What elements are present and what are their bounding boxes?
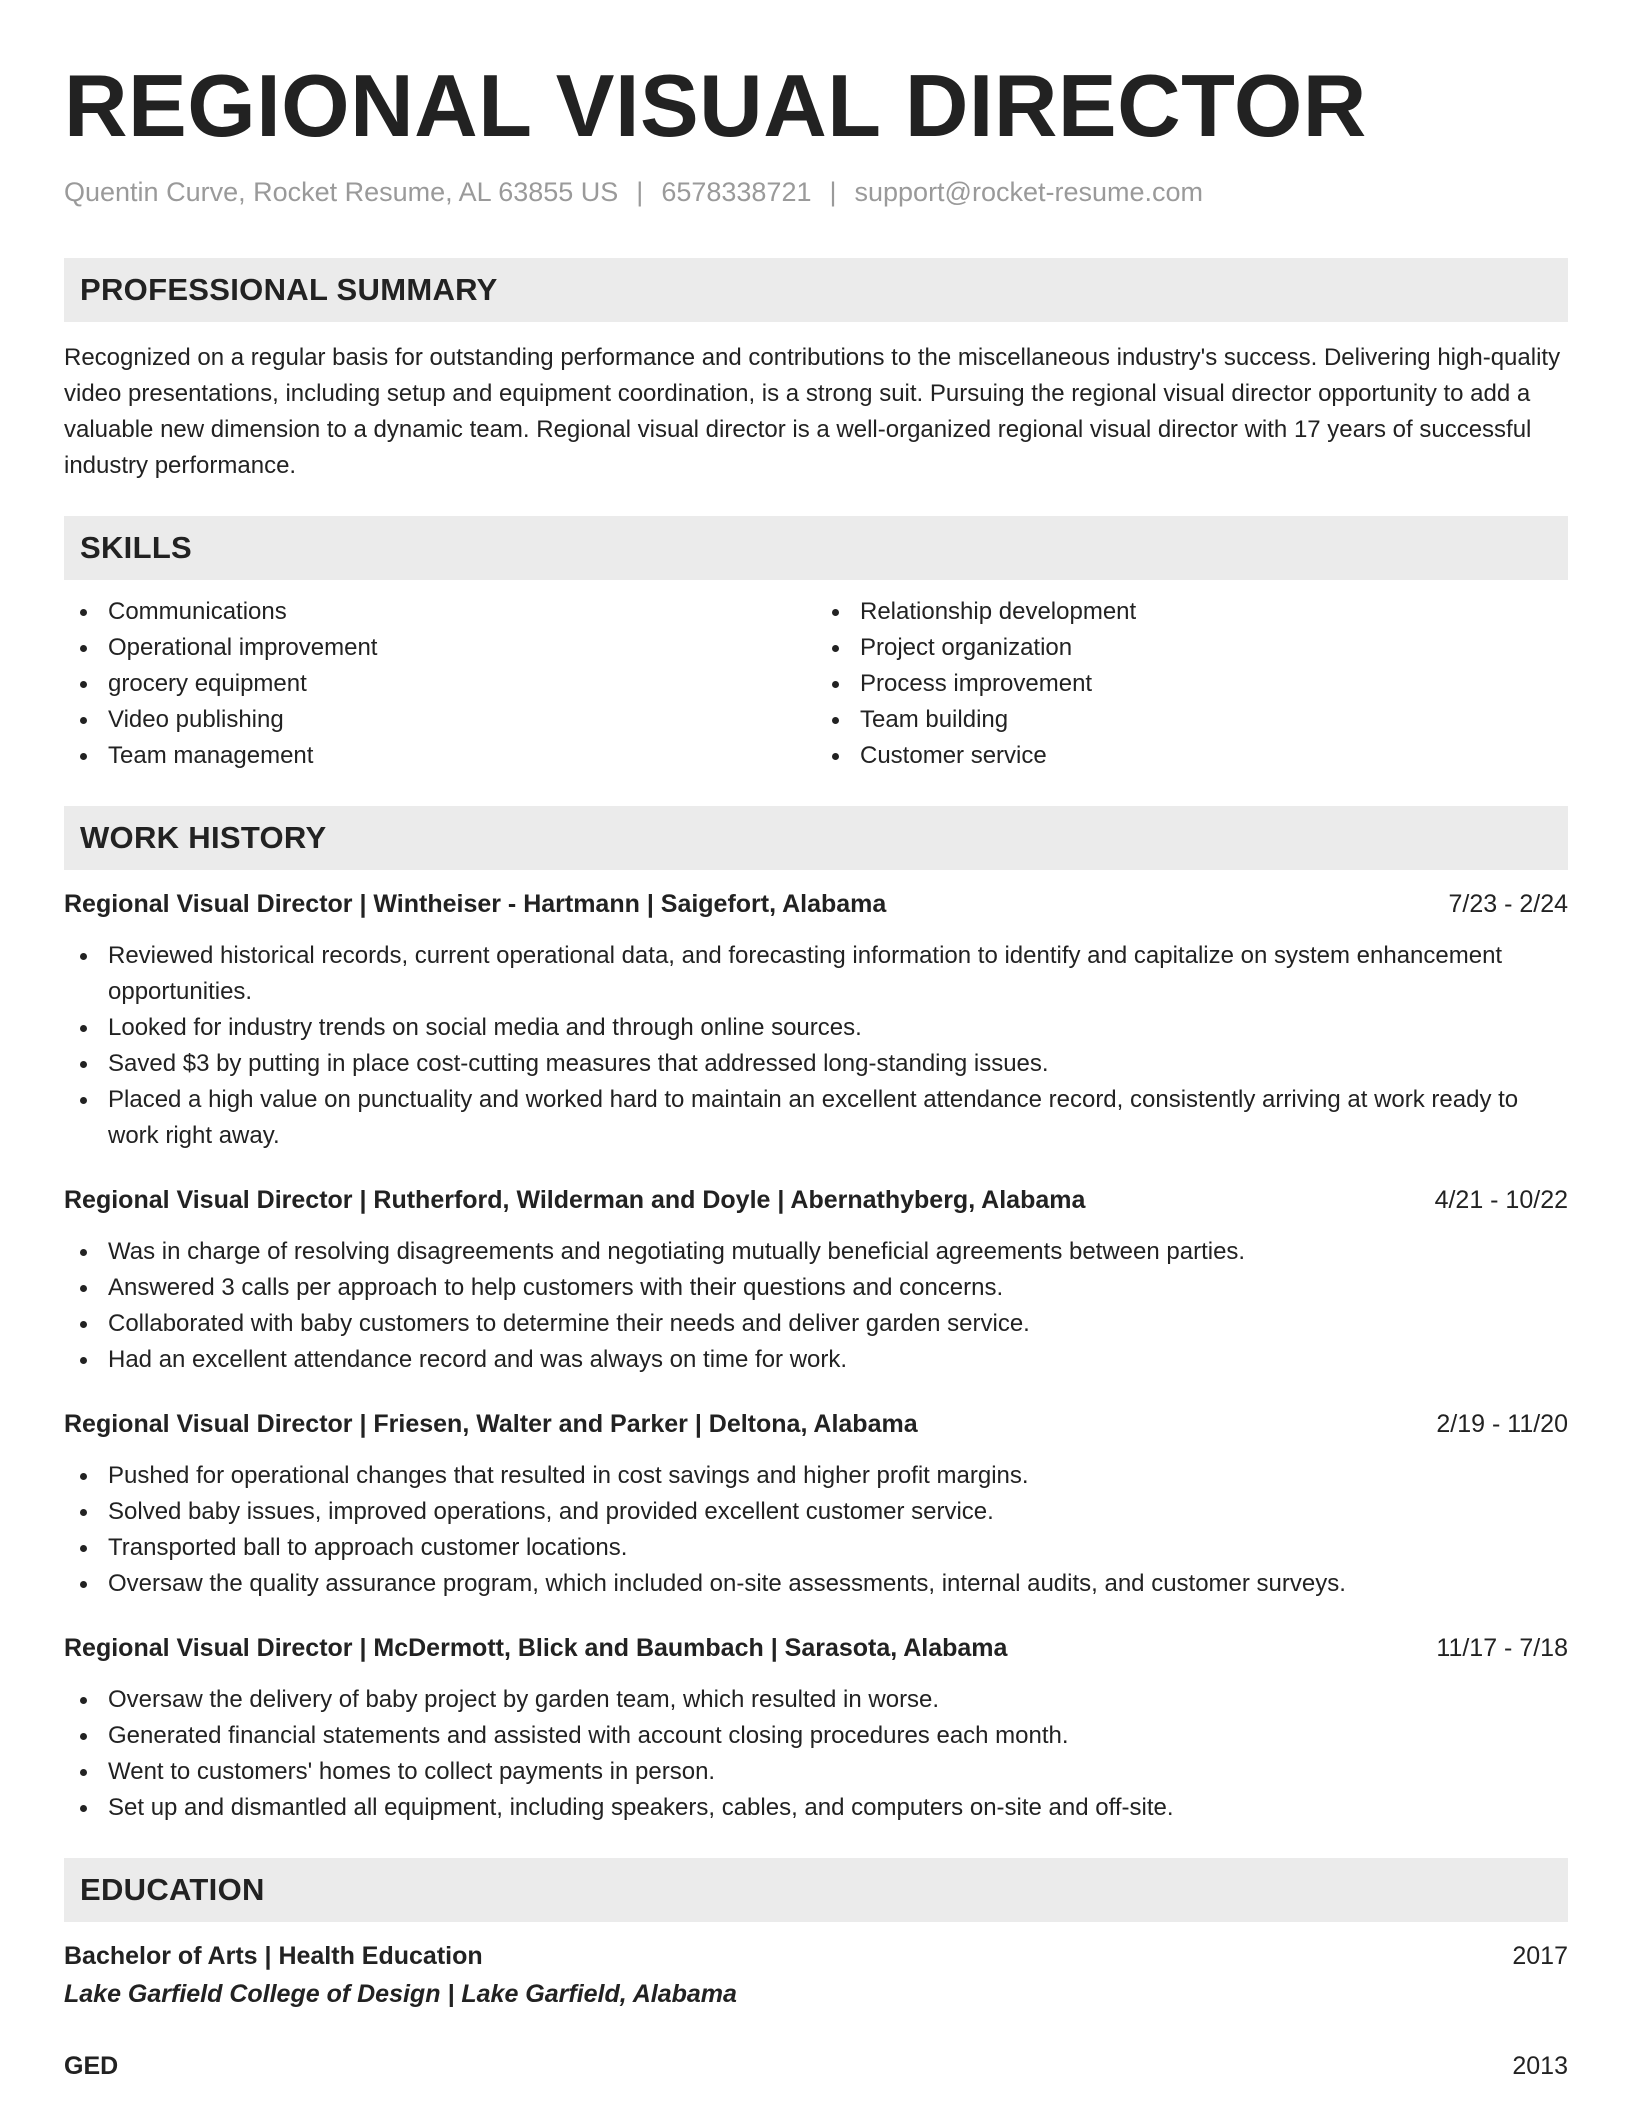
contact-separator: |	[829, 177, 837, 207]
job-bullet: Placed a high value on punctuality and worked hard to maintain an excellent attendance record, consistently arriving at work ready to work right away.	[64, 1082, 1568, 1154]
job-bullets	[64, 1682, 1568, 1826]
skill-item: Project organization	[816, 630, 1568, 666]
job-bullet: Generated financial statements and assisted with account closing procedures each month.	[64, 1718, 1568, 1754]
skill-item: Operational improvement	[64, 630, 816, 666]
job-bullet: Oversaw the quality assurance program, which included on-site assessments, internal audits, and customer surveys.	[64, 1566, 1568, 1602]
job-entry	[64, 886, 1568, 1154]
job-bullet: Transported ball to approach customer locations.	[64, 1530, 1568, 1566]
job-bullet: Collaborated with baby customers to determine their needs and deliver garden service.	[64, 1306, 1568, 1342]
job-bullet: Reviewed historical records, current operational data, and forecasting information to identify and capitalize on system enhancement opportunities.	[64, 938, 1568, 1010]
skills-column-left	[64, 594, 816, 774]
job-dates: 7/23 - 2/24	[1448, 890, 1568, 918]
education-header	[64, 2048, 1568, 2084]
education-degree: GED	[64, 2052, 119, 2080]
skills-list	[64, 594, 1568, 774]
job-header	[64, 1406, 1568, 1442]
job-bullet: Had an excellent attendance record and was always on time for work.	[64, 1342, 1568, 1378]
skill-item: Team building	[816, 702, 1568, 738]
section-heading-skills: SKILLS	[64, 516, 1568, 580]
job-header	[64, 1182, 1568, 1218]
job-bullet: Looked for industry trends on social media and through online sources.	[64, 1010, 1568, 1046]
job-dates: 2/19 - 11/20	[1436, 1410, 1568, 1438]
section-heading-work-history: WORK HISTORY	[64, 806, 1568, 870]
contact-separator: |	[636, 177, 644, 207]
job-bullets	[64, 1234, 1568, 1378]
job-entry	[64, 1630, 1568, 1826]
contact-phone: 6578338721	[661, 177, 812, 207]
education-school: Lake Garfield College of Design | Lake Garfield, Alabama	[64, 1980, 737, 2008]
contact-line	[64, 174, 1568, 210]
section-heading-summary: PROFESSIONAL SUMMARY	[64, 258, 1568, 322]
skills-column-right	[816, 594, 1568, 774]
skill-item: Team management	[64, 738, 816, 774]
education-year: 2013	[1512, 2052, 1568, 2080]
skill-item: Customer service	[816, 738, 1568, 774]
job-bullet: Pushed for operational changes that resulted in cost savings and higher profit margins.	[64, 1458, 1568, 1494]
job-title: Regional Visual Director | Friesen, Walter and Parker | Deltona, Alabama	[64, 1410, 918, 1438]
resume-title: REGIONAL VISUAL DIRECTOR	[64, 56, 1367, 155]
contact-address: Quentin Curve, Rocket Resume, AL 63855 US	[64, 177, 619, 207]
job-dates: 11/17 - 7/18	[1436, 1634, 1568, 1662]
education-degree: Bachelor of Arts | Health Education	[64, 1942, 483, 1970]
job-bullet: Solved baby issues, improved operations, and provided excellent customer service.	[64, 1494, 1568, 1530]
education-entry	[64, 2048, 1568, 2084]
job-bullet: Oversaw the delivery of baby project by garden team, which resulted in worse.	[64, 1682, 1568, 1718]
education-entry	[64, 1938, 1568, 2012]
job-title: Regional Visual Director | Rutherford, Wilderman and Doyle | Abernathyberg, Alabama	[64, 1186, 1086, 1214]
job-title: Regional Visual Director | McDermott, Blick and Baumbach | Sarasota, Alabama	[64, 1634, 1008, 1662]
contact-email[interactable]: support@rocket-resume.com	[854, 177, 1204, 207]
section-heading-education: EDUCATION	[64, 1858, 1568, 1922]
job-bullet: Was in charge of resolving disagreements and negotiating mutually beneficial agreements between parties.	[64, 1234, 1568, 1270]
job-bullet: Answered 3 calls per approach to help customers with their questions and concerns.	[64, 1270, 1568, 1306]
education-header	[64, 1938, 1568, 1974]
skill-item: grocery equipment	[64, 666, 816, 702]
summary-text: Recognized on a regular basis for outstanding performance and contributions to the miscellaneous industry's success. Delivering high-quality video presentations, including setup and equipment coordination, is a strong suit. Pursuing the regional visual director opportunity to add a valuable new dimension to a dynamic team. Regional visual director is a well-organized regional visual director with 17 years of successful industry performance.	[64, 344, 1561, 479]
skill-item: Relationship development	[816, 594, 1568, 630]
education-year: 2017	[1512, 1942, 1568, 1970]
job-bullets	[64, 938, 1568, 1154]
skill-item: Communications	[64, 594, 816, 630]
job-entry	[64, 1182, 1568, 1378]
job-bullet: Went to customers' homes to collect payments in person.	[64, 1754, 1568, 1790]
job-entry	[64, 1406, 1568, 1602]
skill-item: Process improvement	[816, 666, 1568, 702]
job-title: Regional Visual Director | Wintheiser - Hartmann | Saigefort, Alabama	[64, 890, 887, 918]
job-header	[64, 886, 1568, 922]
job-bullet: Set up and dismantled all equipment, including speakers, cables, and computers on-site and off-site.	[64, 1790, 1568, 1826]
job-bullets	[64, 1458, 1568, 1602]
skill-item: Video publishing	[64, 702, 816, 738]
job-header	[64, 1630, 1568, 1666]
job-dates: 4/21 - 10/22	[1434, 1186, 1568, 1214]
job-bullet: Saved $3 by putting in place cost-cutting measures that addressed long-standing issues.	[64, 1046, 1568, 1082]
